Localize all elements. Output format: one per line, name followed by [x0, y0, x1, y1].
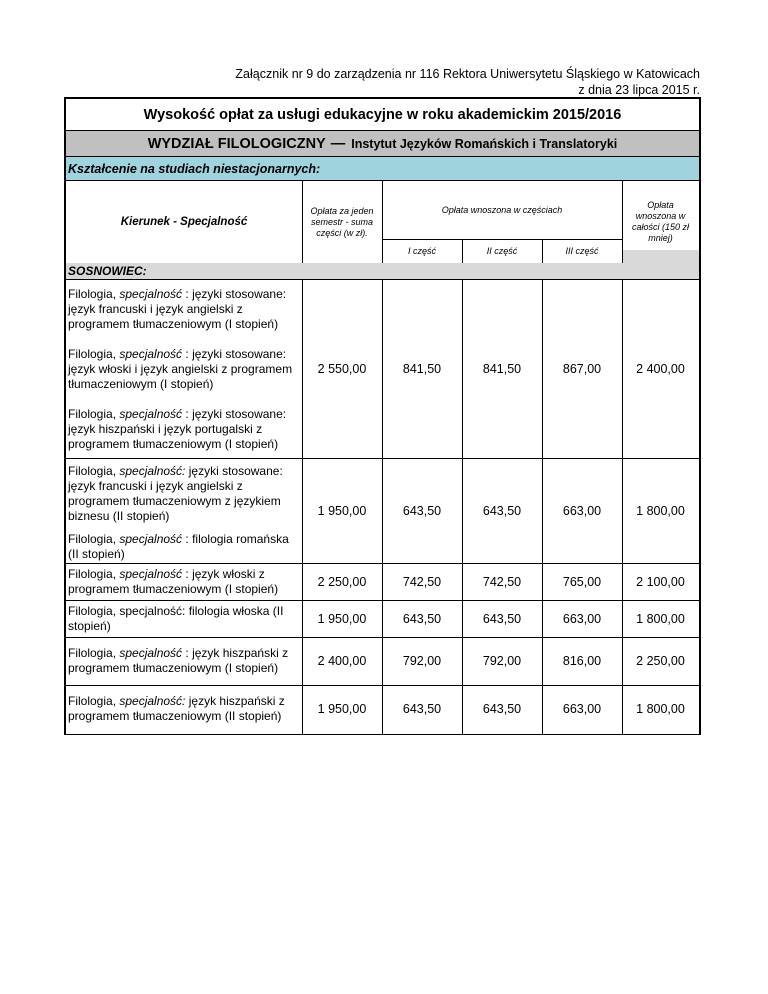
- fee-c2-1: 841,50: [482, 362, 522, 376]
- fee-c2-5: 792,00: [482, 654, 522, 668]
- fee-c3-6: 663,00: [562, 702, 602, 716]
- fee-semestr-4: 1 950,00: [317, 611, 367, 626]
- grid-line: [622, 280, 623, 734]
- fee-c3-3: 765,00: [562, 574, 602, 589]
- fee-semestr-5: 2 400,00: [317, 654, 367, 668]
- attachment-header: [235, 66, 700, 98]
- study-mode-band: Kształcenie na studiach niestacjonarnych:: [66, 157, 699, 181]
- fee-c1-4: 643,50: [402, 611, 442, 626]
- fee-c1-6: 643,50: [402, 702, 442, 716]
- col-header-calosc: Opłata wnoszona w całości (150 zł mniej): [631, 200, 690, 243]
- grid-line: [66, 637, 699, 638]
- grid-line: [462, 239, 463, 263]
- fee-calosc-5: 2 250,00: [636, 654, 685, 668]
- row-name-9: Filologia, specjalność: język hiszpański z programem tłumaczeniowym (II stopień): [68, 694, 285, 723]
- grid-line: [382, 181, 383, 263]
- fee-c2-4: 643,50: [482, 611, 522, 626]
- institute-name: Instytut Języków Romańskich i Translatoryki: [351, 136, 618, 151]
- grid-line: [382, 280, 383, 734]
- fee-c2-2: 643,50: [482, 503, 522, 518]
- col-header-c1: I część: [407, 245, 436, 256]
- row-name-2: Filologia, specjalność : języki stosowane: język włoski i język angielski z programem tłumaczeniowym (I stopień): [68, 346, 293, 391]
- fee-semestr-2: 1 950,00: [317, 503, 367, 518]
- grid-line: [66, 458, 699, 459]
- col-header-c3: III część: [565, 245, 599, 256]
- fee-c3-2: 663,00: [562, 503, 602, 518]
- table-title: Wysokość opłat za usługi edukacyjne w roku akademickim 2015/2016: [66, 99, 699, 131]
- fee-c3-1: 867,00: [562, 362, 602, 376]
- fee-c1-5: 792,00: [402, 654, 442, 668]
- faculty-band: [66, 131, 699, 157]
- grid-line: [542, 280, 543, 734]
- fee-c1-3: 742,50: [402, 574, 442, 589]
- fee-semestr-1: 2 550,00: [317, 362, 367, 376]
- grid-line: [542, 239, 543, 263]
- col-header-czesci: Opłata wnoszona w częściach: [441, 204, 563, 215]
- row-name-8: Filologia, specjalność : język hiszpański z programem tłumaczeniowym (I stopień): [68, 646, 289, 675]
- fee-semestr-3: 2 250,00: [317, 574, 367, 589]
- fee-calosc-3: 2 100,00: [636, 574, 685, 589]
- fee-semestr-6: 1 950,00: [317, 702, 367, 716]
- grid-line: [622, 181, 623, 263]
- fee-calosc-1: 2 400,00: [636, 362, 685, 376]
- grid-line: [66, 563, 699, 564]
- row-name-7: Filologia, specjalność: filologia włoska (II stopień): [68, 603, 284, 633]
- section-sosnowiec: SOSNOWIEC:: [66, 263, 699, 280]
- calosc-header-shade: [623, 250, 699, 263]
- fee-calosc-2: 1 800,00: [636, 503, 685, 518]
- row-name-6: Filologia, specjalność : język włoski z programem tłumaczeniowym (I stopień): [68, 566, 279, 596]
- fee-c2-6: 643,50: [482, 702, 522, 716]
- grid-line: [66, 685, 699, 686]
- row-name-3: Filologia, specjalność : języki stosowane: język hiszpański i język portugalski z programem tłumaczeniowym (I stopień): [68, 406, 287, 451]
- grid-line: [66, 600, 699, 601]
- attachment-line-1: Załącznik nr 9 do zarządzenia nr 116 Rektora Uniwersytetu Śląskiego w Katowicach: [235, 67, 700, 81]
- faculty-dash: —: [330, 135, 346, 152]
- row-name-1: Filologia, specjalność : języki stosowane: język francuski i język angielski z programem tłumaczeniowym (I stopień): [68, 286, 287, 331]
- grid-line: [302, 280, 303, 734]
- fee-calosc-4: 1 800,00: [636, 611, 685, 626]
- faculty-name: WYDZIAŁ FILOLOGICZNY: [147, 135, 326, 152]
- col-header-kierunek: Kierunek - Specjalność: [120, 215, 248, 228]
- fee-c3-4: 663,00: [562, 611, 602, 626]
- col-header-semestr: Opłata za jeden semestr - suma części (w zł).: [310, 205, 374, 238]
- row-name-5: Filologia, specjalność : filologia romańska (II stopień): [68, 531, 289, 561]
- grid-line: [382, 239, 622, 240]
- grid-line: [302, 181, 303, 263]
- grid-line: [462, 280, 463, 734]
- fee-c1-2: 643,50: [402, 503, 442, 518]
- fee-c2-3: 742,50: [482, 574, 522, 589]
- fee-c1-1: 841,50: [402, 362, 442, 376]
- fee-calosc-6: 1 800,00: [636, 702, 685, 716]
- col-header-c2: II część: [486, 245, 518, 256]
- row-name-4: Filologia, specjalność: języki stosowane: język francuski i język angielski z programem tłumaczeniowym z językiem biznesu (II stopień): [68, 464, 283, 523]
- attachment-line-2: z dnia 23 lipca 2015 r.: [578, 83, 700, 97]
- fee-c3-5: 816,00: [562, 654, 602, 668]
